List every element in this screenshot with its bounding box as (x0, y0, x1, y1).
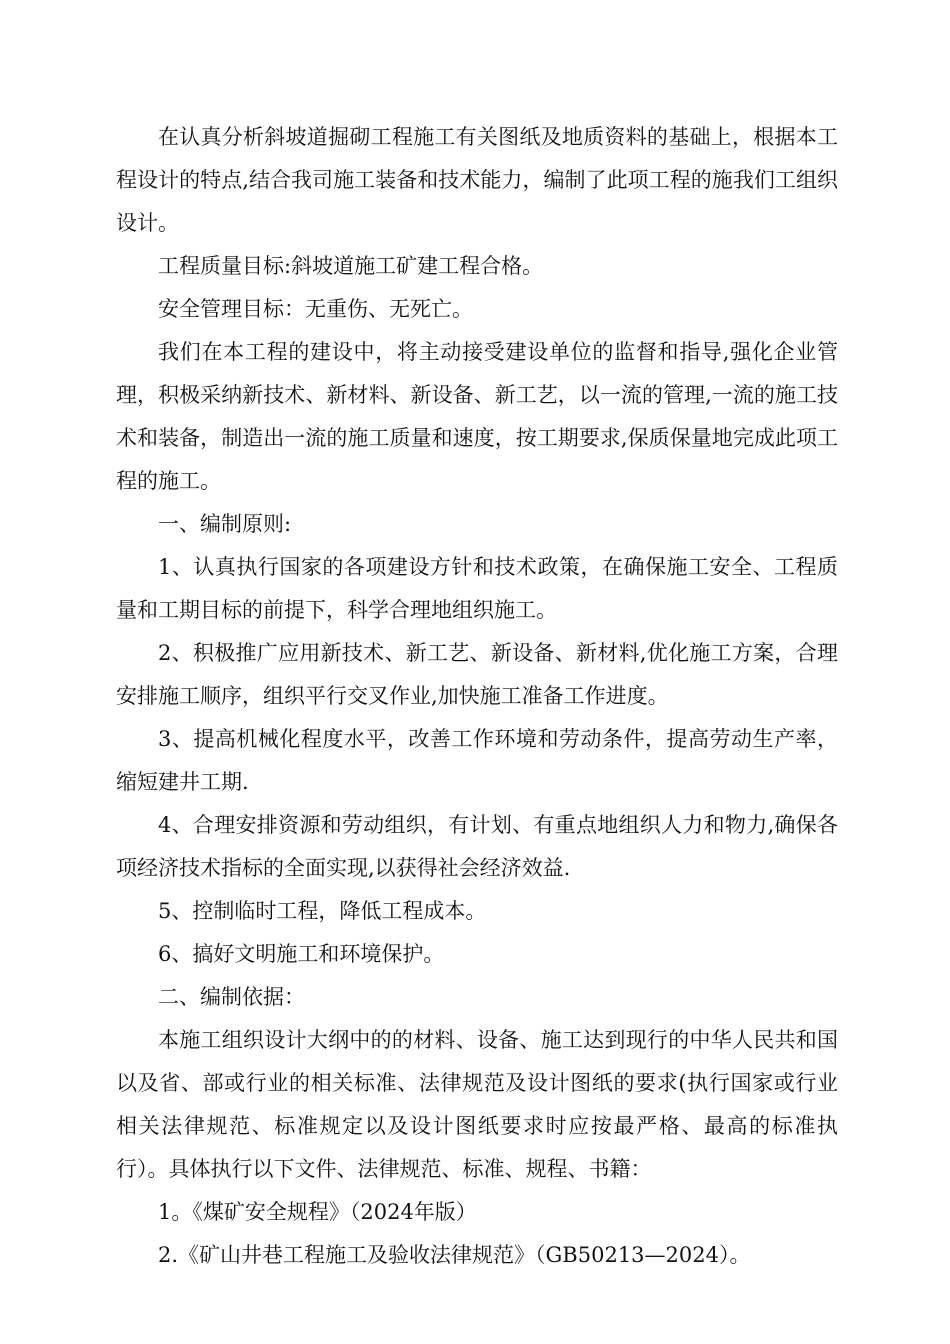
quality-goal-paragraph: 工程质量目标:斜坡道施工矿建工程合格。 (158, 254, 544, 278)
section-heading-basis: 二、编制依据： (158, 985, 305, 1009)
principle-item-5: 5、控制临时工程，降低工程成本。 (158, 899, 487, 923)
intro-paragraph: 在认真分析斜坡道掘砌工程施工有关图纸及地质资料的基础上，根据本工程设计的特点,结合我司施工装备和技术能力，编制了此项工程的施我们工组织设计。 (116, 125, 838, 235)
principle-item-6: 6、搞好文明施工和环境保护。 (158, 942, 445, 966)
principle-item-2: 2、积极推广应用新技术、新工艺、新设备、新材料,优化施工方案，合理安排施工顺序，组织平行交叉作业,加快施工准备工作进度。 (116, 641, 838, 708)
principle-item-1: 1、认真执行国家的各项建设方针和技术政策，在确保施工安全、工程质量和工期目标的前提下，科学合理地组织施工。 (116, 555, 838, 622)
section-heading-principles: 一、编制原则: (158, 512, 292, 536)
basis-item-1: 1。《煤矿安全规程》（2024年版） (158, 1200, 477, 1224)
safety-goal-paragraph: 安全管理目标：无重伤、无死亡。 (158, 297, 473, 321)
principle-item-3: 3、提高机械化程度水平，改善工作环境和劳动条件，提高劳动生产率，缩短建井工期. (116, 727, 838, 794)
commitment-paragraph: 我们在本工程的建设中，将主动接受建设单位的监督和指导,强化企业管理，积极采纳新技术、新材料、新设备、新工艺，以一流的管理,一流的施工技术和装备，制造出一流的施工质量和速度，按工期要求,保质保量地完成此项工程的施工。 (116, 340, 838, 493)
principle-item-4: 4、合理安排资源和劳动组织，有计划、有重点地组织人力和物力,确保各项经济技术指标的全面实现,以获得社会经济效益. (116, 813, 838, 880)
basis-paragraph: 本施工组织设计大纲中的的材料、设备、施工达到现行的中华人民共和国以及省、部或行业的相关标准、法律规范及设计图纸的要求(执行国家或行业相关法律规范、标准规定以及设计图纸要求时应按最严格、最高的标准执行）。具体执行以下文件、法律规范、标准、规程、书籍： (116, 1028, 838, 1181)
document-body (116, 116, 838, 1277)
basis-item-2: 2.《矿山井巷工程施工及验收法律规范》（GB50213—2024）。 (158, 1243, 751, 1267)
